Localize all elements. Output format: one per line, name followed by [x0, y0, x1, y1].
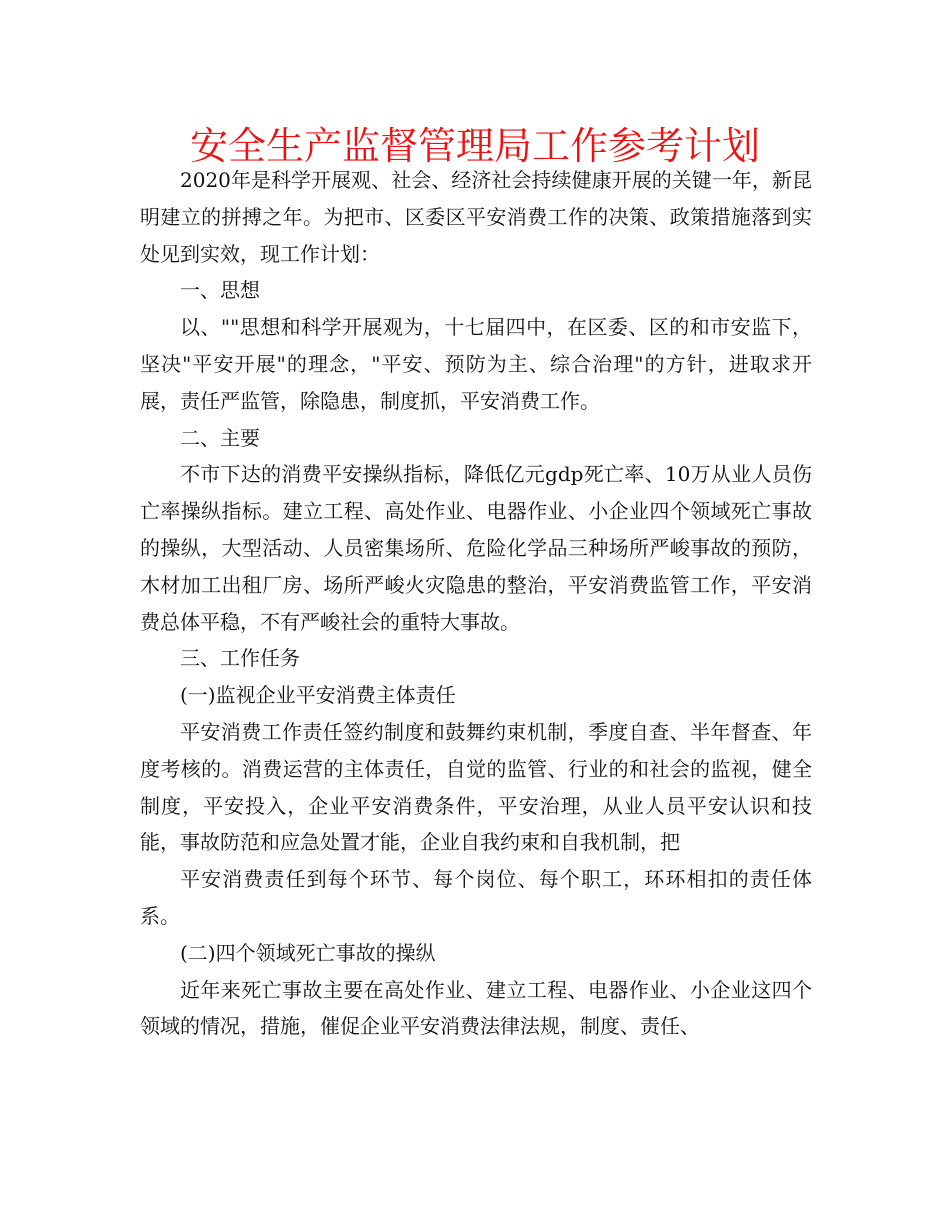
paragraph-thought: 以、""思想和科学开展观为，十七届四中，在区委、区的和市安监下，坚决"平安开展"的理念，"平安、预防为主、综合治理"的方针，进取求开展，责任严监管，除隐患，制度抓，平安消费工作。 [140, 315, 812, 413]
section-heading-tasks: 三、工作任务 [180, 646, 300, 671]
paragraph-task-1: 平安消费工作责任签约制度和鼓舞约束机制，季度自查、半年督查、年度考核的。消费运营的主体责任，自觉的监管、行业的和社会的监视，健全制度，平安投入，企业平安消费条件，平安治理，从业人员平安认识和技能，事故防范和应急处置才能，企业自我约束和自我机制，把 [140, 719, 812, 855]
document-body [140, 162, 812, 1045]
paragraph-task-1-cont: 平安消费责任到每个环节、每个岗位、每个职工，环环相扣的责任体系。 [140, 867, 812, 928]
document-title: 安全生产监督管理局工作参考计划 [189, 124, 760, 168]
subheading-task-2: (二)四个领域死亡事故的操纵 [180, 940, 436, 965]
paragraph-intro: 2020年是科学开展观、社会、经济社会持续健康开展的关键一年，新昆明建立的拼搏之年。为把市、区委区平安消费工作的决策、政策措施落到实处见到实效，现工作计划： [140, 168, 812, 266]
section-heading-thought: 一、思想 [180, 278, 260, 303]
paragraph-main: 不市下达的消费平安操纵指标，降低亿元gdp死亡率、10万从业人员伤亡率操纵指标。建立工程、高处作业、电器作业、小企业四个领域死亡事故的操纵，大型活动、人员密集场所、危险化学品三种场所严峻事故的预防，木材加工出租厂房、场所严峻火灾隐患的整治，平安消费监管工作，平安消费总体平稳，不有严峻社会的重特大事故。 [140, 462, 812, 634]
subheading-task-1: (一)监视企业平安消费主体责任 [180, 683, 456, 708]
paragraph-task-2: 近年来死亡事故主要在高处作业、建立工程、电器作业、小企业这四个领域的情况，措施，催促企业平安消费法律法规，制度、责任、 [140, 977, 812, 1039]
section-heading-main: 二、主要 [180, 425, 260, 450]
